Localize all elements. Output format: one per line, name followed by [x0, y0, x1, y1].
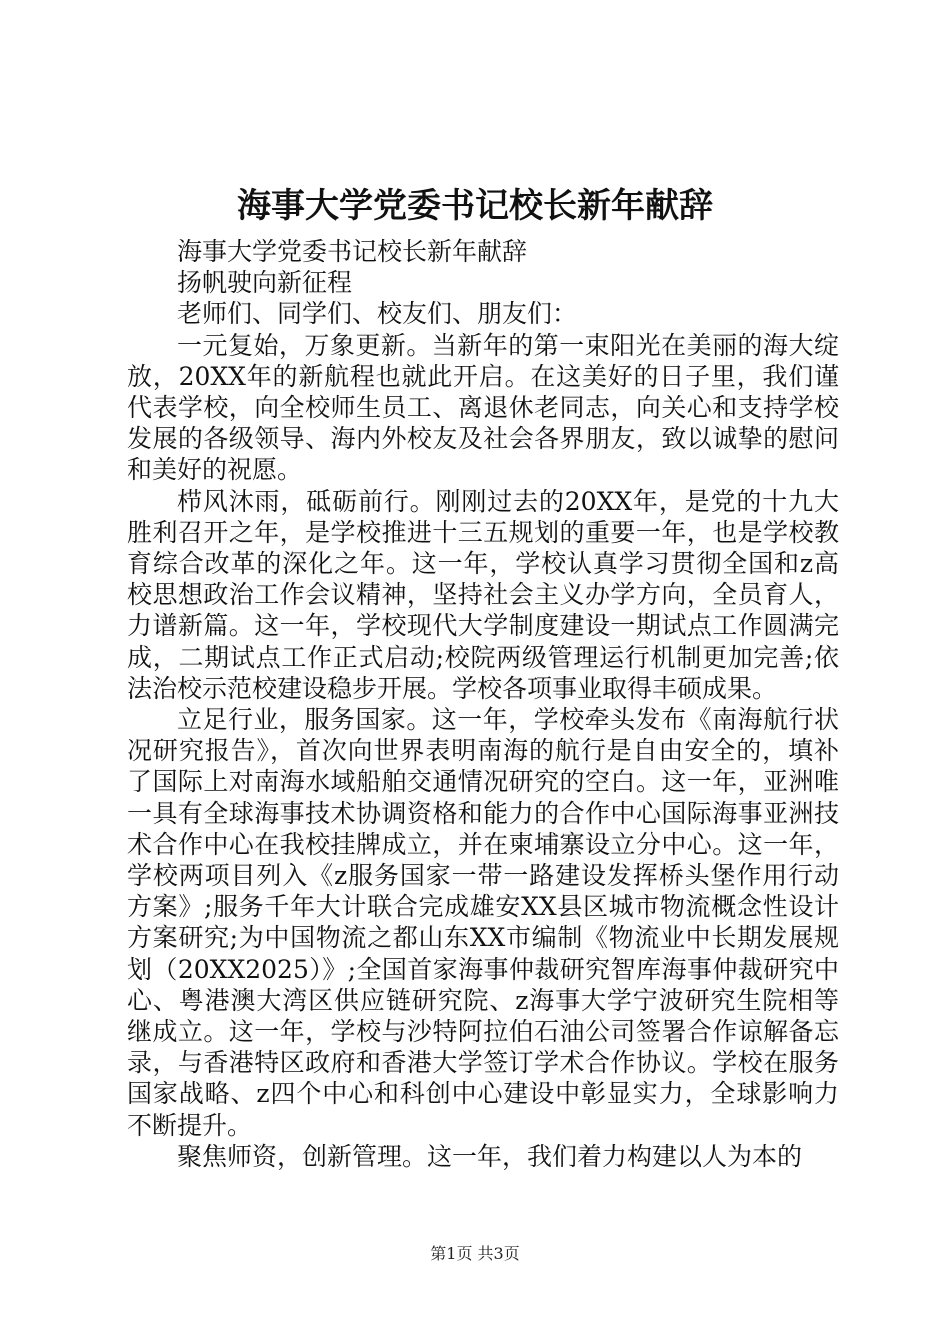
paragraph-review: 栉风沐雨，砥砺前行。刚刚过去的20XX年，是党的十九大胜利召开之年，是学校推进十三五规划的重要一年，也是学校教育综合改革的深化之年。这一年，学校认真学习贯彻全国和z高校思想政治工作会议精神，坚持社会主义办学方向，全员育人，力谱新篇。这一年，学校现代大学制度建设一期试点工作圆满完成，二期试点工作正式启动;校院两级管理运行机制更加完善;依法治校示范校建设稳步开展。学校各项事业取得丰硕成果。 [127, 486, 839, 703]
paragraph-faculty: 聚焦师资，创新管理。这一年，我们着力构建以人为本的 [177, 1141, 803, 1171]
paragraph-service: 立足行业，服务国家。这一年，学校牵头发布《南海航行状况研究报告》，首次向世界表明南海的航行是自由安全的，填补了国际上对南海水域船舶交通情况研究的空白。这一年，亚洲唯一具有全球海事技术协调资格和能力的合作中心国际海事亚洲技术合作中心在我校挂牌成立，并在柬埔寨设立分中心。这一年，学校两项目列入《z服务国家一带一路建设发挥桥头堡作用行动方案》;服务千年大计联合完成雄安XX县区城市物流概念性设计方案研究;为中国物流之都山东XX市编制《物流业中长期发展规划（20XX2025）》;全国首家海事仲裁研究智库海事仲裁研究中心、粤港澳大湾区供应链研究院、z海事大学宁波研究生院相等继成立。这一年，学校与沙特阿拉伯石油公司签署合作谅解备忘录，与香港特区政府和香港大学签订学术合作协议。学校在服务国家战略、z四个中心和科创中心建设中彰显实力，全球影响力不断提升。 [127, 705, 839, 1140]
paragraph-salutation: 老师们、同学们、校友们、朋友们： [177, 299, 578, 329]
paragraph-headline: 扬帆驶向新征程 [177, 268, 353, 298]
document-body [127, 236, 839, 1172]
page-footer: 第1页 共3页 [430, 1244, 520, 1263]
paragraph-opening: 一元复始，万象更新。当新年的第一束阳光在美丽的海大绽放，20XX年的新航程也就此开启。在这美好的日子里，我们谨代表学校，向全校师生员工、离退休老同志，向关心和支持学校发展的各级领导、海内外校友及社会各界朋友，致以诚挚的慰问和美好的祝愿。 [127, 330, 839, 485]
paragraph-subtitle: 海事大学党委书记校长新年献辞 [177, 237, 528, 266]
document-title: 海事大学党委书记校长新年献辞 [237, 186, 713, 226]
